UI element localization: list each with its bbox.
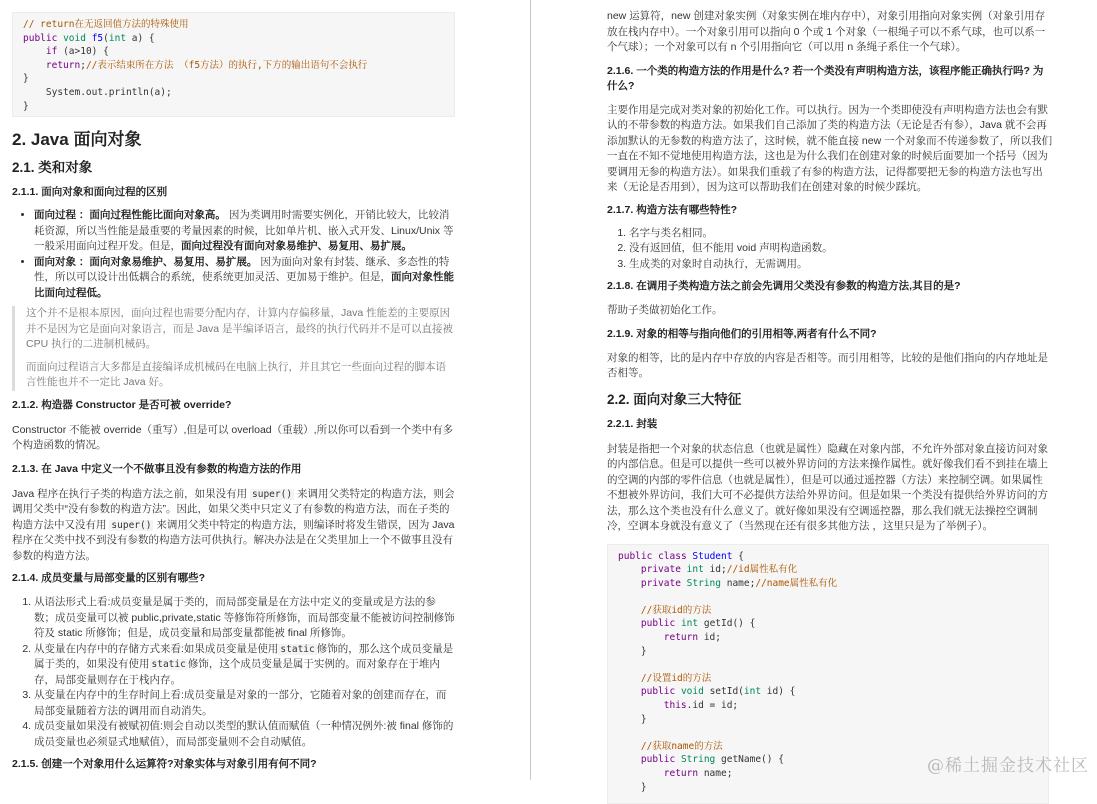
code-token: public — [23, 32, 58, 44]
heading-2-1-4: 2.1.4. 成员变量与局部变量的区别有哪些? — [12, 572, 206, 584]
code-token: id; — [698, 632, 721, 644]
heading-2-1-1: 2.1.1. 面向对象和面向过程的区别 — [12, 186, 168, 198]
code-token: private — [640, 577, 681, 589]
code-line — [618, 550, 744, 564]
paragraph-2-1-5: new 运算符，new 创建对象实例（对象实例在堆内存中），对象引用指向对象实例（对象引用存放在栈内存中）。一个对象引用可以指向 0 个或 1 个对象（一根绳子可以不系气球，也可以系一个气球）；一个对象可以有 n 个引用指向它（可以用 n 条绳子系住一个气球）。 — [607, 10, 1046, 53]
heading-oop-three-features: 2.2. 面向对象三大特征 — [607, 391, 742, 407]
list-item — [34, 255, 455, 302]
code-token: return — [663, 632, 699, 644]
list-item — [34, 595, 455, 642]
left-column — [12, 0, 455, 772]
paragraph-2-1-9: 对象的相等，比的是内存中存放的内容是否相等。而引用相等，比较的是他们指向的内存地址是否相等。 — [607, 351, 1048, 379]
code-line — [618, 617, 755, 631]
code-line — [618, 713, 647, 727]
list-item: 1. 名字与类名相同。 — [629, 226, 1053, 242]
list-item — [34, 642, 455, 689]
code-token: (a>10) { — [57, 46, 109, 58]
list-item: 3. 生成类的对象时自动执行，无需调用。 — [629, 257, 1053, 273]
code-line — [23, 32, 155, 46]
text-segment: 修饰，这个成员变量是属于实例的。而对象存在于堆内存，局部变量则存在于栈内存。 — [34, 658, 440, 686]
code-token: f5 — [91, 32, 104, 44]
code-token: int — [680, 618, 699, 630]
code-token: if — [45, 46, 58, 58]
code-line — [618, 604, 711, 618]
code-token: void — [680, 686, 704, 698]
code-token — [23, 60, 46, 71]
code-token: void — [63, 32, 86, 44]
code-line — [23, 72, 29, 86]
code-token — [618, 605, 641, 616]
code-token — [618, 673, 641, 684]
code-line — [23, 18, 188, 32]
code-token: String — [686, 577, 721, 589]
code-token — [618, 754, 641, 765]
paragraph-encapsulation: 封装是指把一个对象的状态信息（也就是属性）隐藏在对象内部，不允许外部对象直接访问对象的内部信息。但是可以提供一些可以被外界访问的方法来操作属性。就好像我们看不到挂在墙上的空调的内部的零件信息（也就是属性），但是可以通过遥控器（方法）来控制空调。如果属性不想被外界访问，我们大可不必提供方法给外界访问。但是如果一个类没有提供给外界访问的方法，那么这个类也没有什么意义了。就好像如果没有空调遥控器，那么我们就无法操控空调制冷，空调本身就没有意义了（当然现在还有很多其他方法 ，这里只是为了举例子）。 — [607, 442, 1048, 532]
code-token: //获取name的方法 — [640, 740, 723, 752]
document-page-right — [531, 0, 1097, 793]
paragraph-2-1-3 — [12, 487, 455, 565]
code-token: setId( — [703, 686, 744, 698]
heading-2-1-8: 2.1.8. 在调用子类构造方法之前会先调用父类没有参数的构造方法,其目的是? — [607, 280, 961, 292]
code-token: ( — [103, 32, 109, 44]
code-token — [618, 741, 641, 752]
text-segment: 从语法形式上看:成员变量是属于类的，而局部变量是在方法中定义的变量或是方法的参数；成员变量可以被 public,private,static 等修饰符所修饰，而局部变量不能被访问控制修饰符及 static 所修饰；但是，成员变量和局部变量都能被 final 所修饰。 — [34, 596, 455, 639]
paragraph-2-1-2: Constructor 不能被 override（重写）,但是可以 overload（重载）,所以你可以看到一个类中有多个构造函数的情况。 — [12, 423, 454, 451]
code-token: { — [732, 550, 744, 562]
right-column — [607, 0, 1053, 804]
code-token: id) { — [761, 686, 796, 698]
oop-vs-procedural-list — [12, 208, 455, 301]
code-token: } — [618, 645, 647, 657]
heading-2-1-7: 2.1.7. 构造方法有哪些特性? — [607, 203, 738, 216]
code-token: } — [23, 100, 29, 112]
code-line — [23, 100, 29, 114]
blockquote-note — [12, 306, 455, 391]
code-token: getName() { — [715, 754, 784, 766]
heading-java-oop: 2. Java 面向对象 — [12, 130, 142, 149]
quote-paragraph: 而面向过程语言大多都是直接编译成机械码在电脑上执行，并且其它一些面向过程的脚本语言性能也并不一定比 Java 好。 — [26, 360, 446, 388]
code-token — [618, 632, 664, 643]
text-segment: 来调用父类特定的构造方法，则会调用父类中“没有参数的构造方法”。因此，如果父类中只定义了有参数的构造方法，而在子类的构造方法中又没有用 — [12, 487, 455, 531]
text-segment: 因为面向对象有封装、继承、多态性的特性，所以可以设计出低耦合的系统，使系统更加灵活、更加易于维护。但是， — [34, 255, 450, 283]
code-token: //name属性私有化 — [755, 577, 838, 589]
code-line — [618, 740, 723, 754]
code-line — [618, 672, 711, 686]
member-vs-local-variable-list — [12, 595, 455, 750]
text-segment: 因为类调用时需要实例化，开销比较大，比较消耗资源，所以当性能是最重要的考量因素的时候，比如单片机、嵌入式开发、Linux/Unix 等一般采用面向过程开发。但是， — [34, 209, 454, 252]
code-token: id; — [703, 564, 727, 576]
list-item: 2. 没有返回值，但不能用 void 声明构造函数。 — [629, 241, 1053, 257]
code-token: } — [618, 781, 647, 793]
heading-class-and-object: 2.1. 类和对象 — [12, 160, 93, 175]
code-token: public — [640, 686, 676, 698]
code-token: return — [663, 768, 699, 779]
document-page-left — [0, 0, 530, 780]
inline-code: super() — [111, 519, 152, 531]
code-token: name; — [721, 577, 756, 589]
code-token — [23, 46, 46, 57]
list-item — [34, 719, 455, 750]
code-token: .id = id; — [686, 700, 739, 712]
code-token: return — [45, 59, 81, 71]
watermark: @稀土掘金技术社区 — [927, 756, 1089, 776]
paragraph-2-1-6: 主要作用是完成对类对象的初始化工作。可以执行。因为一个类即使没有声明构造方法也会有默认的不带参数的构造方法。如果我们自己添加了类的构造方法（无论是否有参），Java 就不会再添加默认的无参数的构造方法了，这时候，就不能直接 new 一个对象而不传递参数了，所以我们一直在不知不觉地使用构造方法，这也是为什么我们在创建对象的时候后面要加一个括号（因为要调用无参的构造方法）。如果我们重载了有参的构造方法，记得都要把无参的构造方法也写出来（无论是否用到），因为这可以帮助我们在创建对象的时候少踩坑。 — [607, 103, 1053, 193]
code-line — [23, 59, 367, 73]
quote-paragraph: 这个并不是根本原因，面向过程也需要分配内存，计算内存偏移量，Java 性能差的主要原因并不是因为它是面向对象语言，而是 Java 是半编译语言，最终的执行代码并不是可以直接被 CPU 执行的二进制机械码。 — [26, 307, 454, 350]
code-token: int — [743, 686, 762, 698]
list-item — [34, 688, 455, 719]
code-token: // return在无返回值方法的特殊使用 — [23, 19, 189, 30]
code-token — [618, 564, 641, 575]
code-line — [23, 45, 109, 59]
code-line — [618, 781, 647, 795]
code-token: public — [640, 618, 676, 630]
code-line — [618, 563, 797, 577]
inline-code: static — [280, 643, 315, 655]
bold-text: 面向对象 ：面向对象易维护、易复用、易扩展。 — [34, 255, 258, 268]
code-token — [618, 686, 641, 697]
code-token: } — [618, 713, 647, 725]
code-token: //设置id的方法 — [640, 672, 712, 684]
paragraph-2-1-8: 帮助子类做初始化工作。 — [607, 304, 723, 316]
code-token: int — [108, 32, 127, 44]
code-token — [618, 700, 664, 711]
heading-2-2-1: 2.2.1. 封装 — [607, 417, 658, 430]
bold-text: 面向过程没有面向对象易维护、易复用、易扩展。 — [181, 240, 412, 252]
code-line — [618, 753, 784, 767]
code-line — [618, 767, 732, 781]
code-token: private — [640, 564, 681, 576]
code-token: System.out.println(a); — [23, 86, 172, 98]
code-block-f5 — [12, 12, 455, 117]
code-token — [618, 578, 641, 589]
code-line — [618, 577, 837, 591]
code-token: ; — [80, 59, 86, 71]
code-token: Student — [692, 550, 733, 562]
heading-2-1-2: 2.1.2. 构造器 Constructor 是否可被 override? — [12, 398, 232, 411]
code-token: a) { — [126, 32, 155, 44]
code-token: String — [680, 754, 716, 766]
heading-2-1-5: 2.1.5. 创建一个对象用什么运算符?对象实体与对象引用有何不同? — [12, 758, 317, 770]
text-segment: Java 程序在执行子类的构造方法之前，如果没有用 — [12, 487, 251, 500]
code-token — [618, 618, 641, 629]
code-token: //表示结束所在方法 （f5方法）的执行,下方的输出语句不会执行 — [85, 59, 368, 71]
list-item — [34, 208, 455, 255]
code-token: } — [23, 73, 29, 85]
text-segment: 修饰的，那么这个成员变量是属于类的，如果没有使用 — [34, 642, 454, 670]
text-segment: 从变量在内存中的存储方式来看:如果成员变量是使用 — [34, 642, 279, 655]
inline-code: super() — [252, 488, 293, 500]
code-token: getId() { — [698, 618, 756, 630]
code-line — [23, 86, 172, 100]
heading-2-1-3: 2.1.3. 在 Java 中定义一个不做事且没有参数的构造方法的作用 — [12, 462, 302, 475]
heading-2-1-6: 2.1.6. 一个类的构造方法的作用是什么? 若一个类没有声明构造方法，该程序能正确执行吗? 为什么? — [607, 64, 1044, 92]
code-line — [618, 685, 795, 699]
heading-2-1-9: 2.1.9. 对象的相等与指向他们的引用相等,两者有什么不同? — [607, 327, 877, 340]
inline-code: static — [151, 659, 186, 670]
code-token — [618, 768, 664, 779]
text-segment: 从变量在内存中的生存时间上看:成员变量是对象的一部分，它随着对象的创建而存在，而局部变量随着方法的调用而自动消失。 — [34, 689, 447, 717]
code-token: int — [686, 564, 704, 576]
bold-text: 面向对象性能比面向过程低。 — [34, 271, 454, 299]
code-token: this — [663, 700, 687, 712]
code-token: public — [618, 550, 653, 562]
code-token: //id属性私有化 — [726, 564, 798, 576]
bold-text: 面向过程 ：面向过程性能比面向对象高。 — [34, 209, 226, 221]
code-line — [618, 631, 721, 645]
text-segment: 成员变量如果没有被赋初值:则会自动以类型的默认值而赋值（一种情况例外:被 final 修饰的成员变量也必须显式地赋值），而局部变量则不会自动赋值。 — [34, 720, 454, 748]
code-line — [618, 699, 738, 713]
code-token: class — [658, 550, 687, 562]
code-token: //获取id的方法 — [640, 604, 712, 616]
code-token: name; — [698, 768, 733, 779]
code-line — [618, 645, 647, 659]
text-segment: 来调用父类中特定的构造方法，则编译时将发生错误，因为 Java 程序在父类中找不到没有参数的构造方法可供执行。解决办法是在父类里加上一个不做事且没有参数的构造方法。 — [12, 518, 455, 562]
code-token: public — [640, 754, 676, 766]
constructor-traits-list — [607, 226, 1053, 273]
